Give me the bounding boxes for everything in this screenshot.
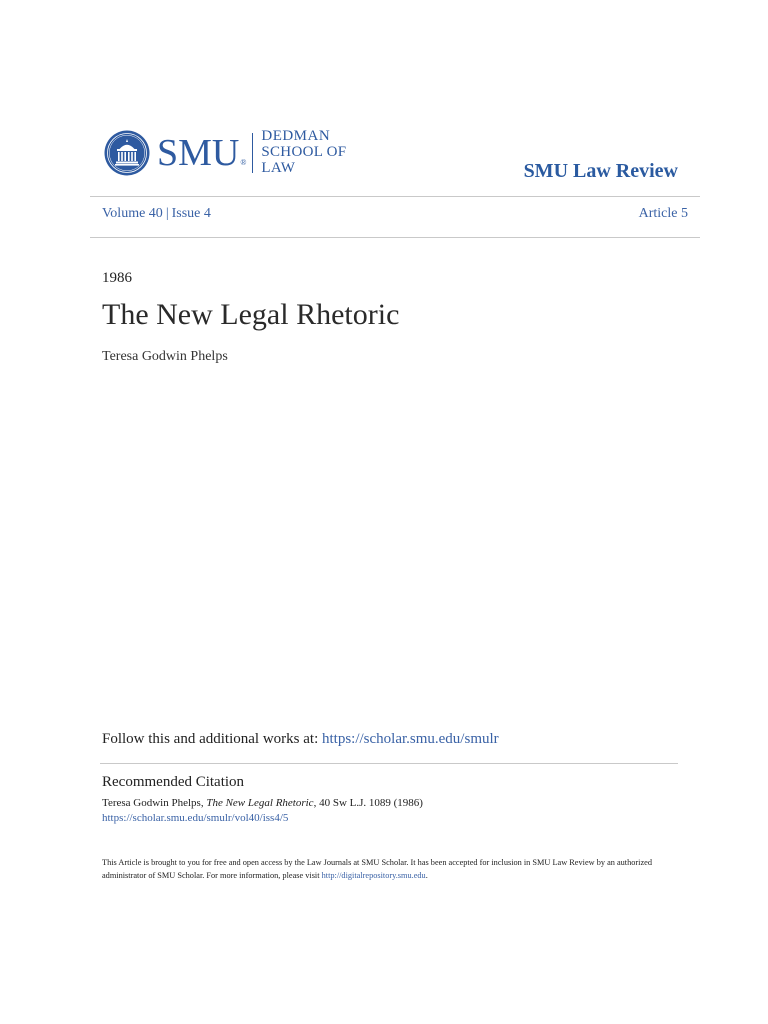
logo-school-line1: DEDMAN [261, 128, 331, 145]
journal-title-link[interactable]: SMU Law Review [523, 160, 678, 182]
citation-url-link[interactable]: https://scholar.smu.edu/smulr/vol40/iss4/5 [102, 811, 289, 824]
citation-block [102, 796, 423, 826]
breadcrumb-separator: | [165, 206, 169, 221]
citation-divider [100, 763, 678, 764]
repository-link[interactable]: http://digitalrepository.smu.edu [321, 871, 426, 881]
recommended-citation-heading: Recommended Citation [102, 774, 245, 790]
volume-link[interactable]: Volume 40 [102, 206, 163, 221]
logo-divider [252, 133, 253, 173]
header-divider-bottom [90, 237, 700, 238]
follow-text: Follow this and additional works at: [102, 731, 322, 747]
follow-line [102, 731, 499, 748]
article-title: The New Legal Rhetoric [102, 298, 400, 331]
citation-title: The New Legal Rhetoric [206, 797, 314, 809]
follow-url-link[interactable]: https://scholar.smu.edu/smulr [321, 731, 499, 747]
smu-seal-icon [104, 130, 150, 176]
smu-dedman-logo [104, 126, 372, 180]
registered-mark: ® [240, 158, 247, 167]
article-number-link[interactable]: Article 5 [638, 206, 688, 221]
citation-text: Teresa Godwin Phelps, The New Legal Rhetoric, 40 Sw L.J. 1089 (1986) [102, 797, 423, 809]
article-author: Teresa Godwin Phelps [102, 349, 228, 364]
logo-school-name [261, 129, 372, 176]
header-divider-top [90, 196, 700, 197]
issue-breadcrumb [102, 206, 211, 222]
logo-school-line2: SCHOOL OF LAW [261, 144, 347, 176]
issue-link[interactable]: Issue 4 [171, 206, 211, 221]
publication-year: 1986 [102, 270, 132, 286]
access-notice: This Article is brought to you for free and open access by the Law Journals at SMU Scholar. It has been accepted for inclusion in SMU Law Review by an authorized administrator of SMU Scholar. For more information, please visit http://digitalrepository.smu.edu. [102, 858, 652, 881]
notice-text: This Article is brought to you for free and open access by the Law Journals at SMU Scholar. It has been accepted for inclusion in SMU Law Review by an authorized administrator of SMU Scholar. For more information, please visit [102, 858, 652, 881]
logo-wordmark: SMU® [157, 132, 247, 174]
